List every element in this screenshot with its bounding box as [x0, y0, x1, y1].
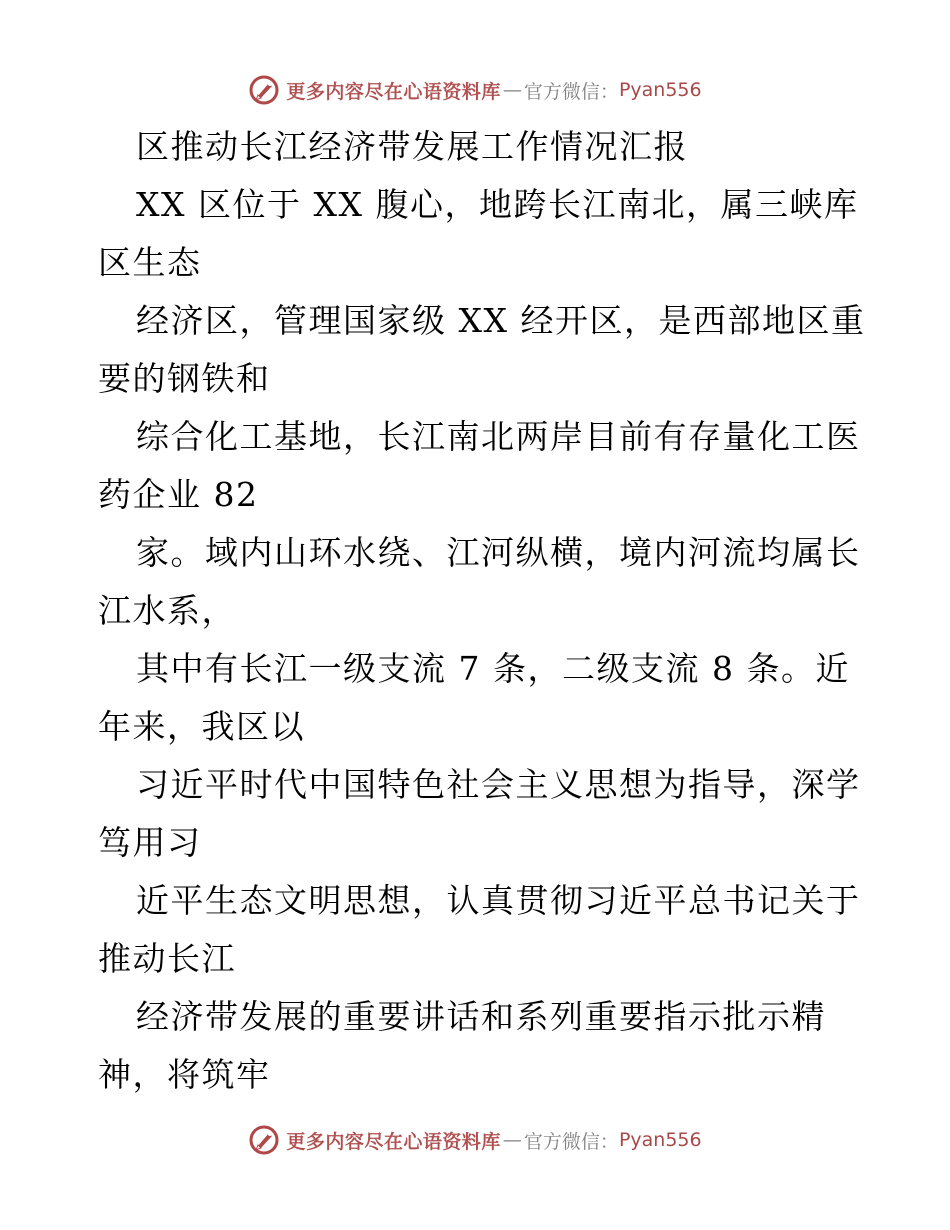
banner-wechat-label: 官方微信： — [523, 80, 619, 103]
paragraph-line: XX 区位于 XX 腹心，地跨长江南北，属三峡库 — [136, 185, 859, 224]
paragraph-line: 神，将筑牢 — [98, 1055, 271, 1094]
paragraph-line: 经济带发展的重要讲话和系列重要指示批示精 — [136, 997, 826, 1036]
banner-text: 更多内容尽在心语资料库 — [286, 1130, 501, 1153]
header-banner — [0, 70, 950, 110]
paragraph-line: 其中有长江一级支流 7 条，二级支流 8 条。近 — [136, 649, 850, 688]
paragraph-line: 要的钢铁和 — [98, 359, 271, 398]
paragraph-line: 经济区，管理国家级 XX 经开区，是西部地区重 — [136, 301, 866, 340]
banner-text: 更多内容尽在心语资料库 — [286, 80, 501, 103]
paragraph-line: 习近平时代中国特色社会主义思想为指导，深学 — [136, 765, 861, 804]
banner-wechat-label: 官方微信： — [523, 1130, 619, 1153]
paragraph-line: 药企业 82 — [98, 475, 259, 514]
paragraph-line: 区生态 — [98, 243, 202, 282]
paragraph-line: 家。域内山环水绕、江河纵横，境内河流均属长 — [136, 533, 861, 572]
banner-separator: — — [502, 79, 522, 101]
document-title: 区推动长江经济带发展工作情况汇报 — [136, 127, 688, 166]
paragraph-line: 近平生态文明思想，认真贯彻习近平总书记关于 — [136, 881, 861, 920]
pen-nib-circle-icon — [248, 1124, 280, 1156]
paragraph-line: 江水系， — [98, 591, 236, 630]
paragraph-line: 笃用习 — [98, 823, 202, 862]
paragraph-line: 综合化工基地，长江南北两岸目前有存量化工医 — [136, 417, 861, 456]
banner-wechat-id: Pyan556 — [618, 1129, 702, 1151]
banner-separator: — — [502, 1129, 522, 1151]
pen-nib-circle-icon — [248, 74, 280, 106]
footer-banner — [0, 1120, 950, 1160]
paragraph-line: 年来，我区以 — [98, 707, 305, 746]
document-body — [98, 118, 866, 1104]
banner-wechat-id: Pyan556 — [618, 79, 702, 101]
paragraph-line: 推动长江 — [98, 939, 236, 978]
